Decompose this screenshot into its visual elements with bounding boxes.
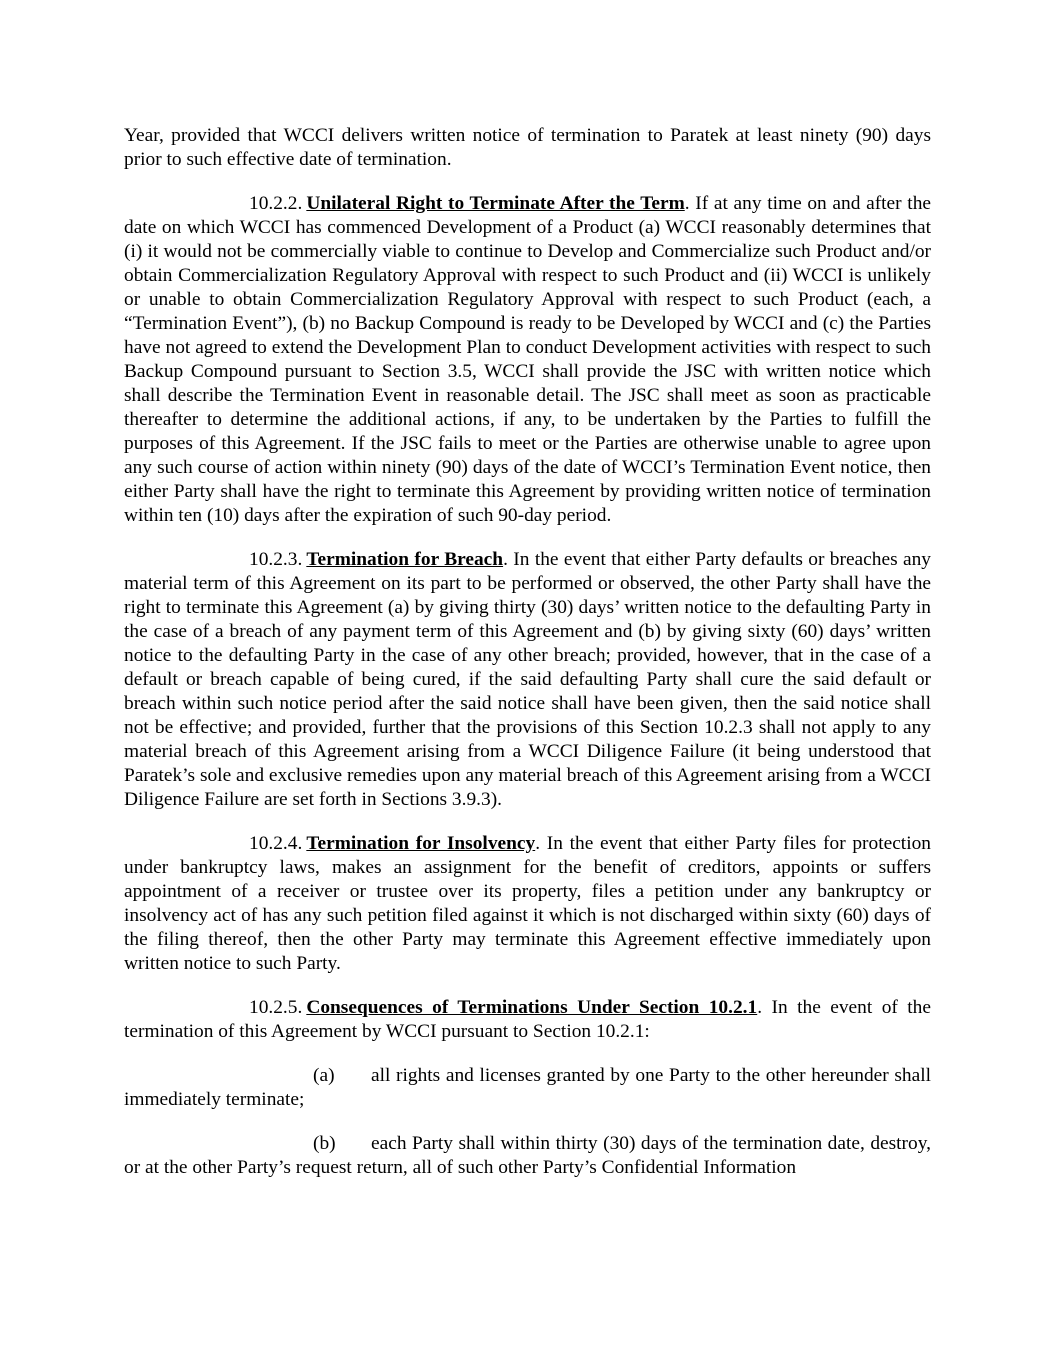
subitem-text: each Party shall within thirty (30) days of the termination date, destroy, or at the other Party’s request return, all of such other Party’s Confidential Information (124, 1133, 931, 1178)
section-text: . In the event that either Party defaults or breaches any material term of this Agreement on its part to be performed or observed, the other Party shall have the right to terminate this Agreement (a) by giving thirty (30) days’ written notice to the defaulting Party in the case of a breach of any payment term of this Agreement and (b) by giving sixty (60) days’ written notice to the defaulting Party in the case of any other breach; provided, however, that in the case of a default or breach capable of being cured, if the said defaulting Party shall cure the said default or breach within such notice period after the said notice shall have been given, then the said notice shall not be effective; and provided, further that the provisions of this Section 10.2.3 shall not apply to any material breach of this Agreement arising from a WCCI Diligence Failure (it being understood that Paratek’s sole and exclusive remedies upon any material breach of this Agreement arising from a WCCI Diligence Failure are set forth in Sections 3.9.3). (124, 549, 931, 810)
section-number: 10.2.4. (249, 833, 303, 854)
section-10-2-4 (124, 832, 931, 976)
section-text: . In the event of the termination of this Agreement by WCCI pursuant to Section 10.2.1: (124, 997, 931, 1042)
section-text: . In the event that either Party files for protection under bankruptcy laws, makes an assignment for the benefit of creditors, appoints or suffers appointment of a receiver or trustee over its property, files a petition under any bankruptcy or insolvency act of has any such petition filed against it which is not discharged within sixty (60) days of the filing thereof, then the other Party may terminate this Agreement effective immediately upon written notice to such Party. (124, 833, 931, 974)
section-heading: Consequences of Terminations Under Section 10.2.1 (306, 997, 758, 1018)
section-heading: Termination for Insolvency (306, 833, 536, 854)
section-heading: Termination for Breach (306, 549, 504, 570)
section-number: 10.2.2. (249, 193, 303, 214)
subitem-a (124, 1064, 931, 1112)
paragraph-text: Year, provided that WCCI delivers written notice of termination to Paratek at least ninety (90) days prior to such effective date of termination. (124, 125, 931, 170)
subitem-label: (b) (313, 1133, 336, 1154)
section-10-2-3 (124, 548, 931, 812)
section-heading: Unilateral Right to Terminate After the Term (306, 193, 685, 214)
section-number: 10.2.5. (249, 997, 303, 1018)
section-10-2-2 (124, 192, 931, 528)
subitem-text: all rights and licenses granted by one Party to the other hereunder shall immediately terminate; (124, 1065, 931, 1110)
paragraph-continuation (124, 124, 931, 172)
subitem-b (124, 1132, 931, 1180)
section-text: . If at any time on and after the date on which WCCI has commenced Development of a Product (a) WCCI reasonably determines that (i) it would not be commercially viable to continue to Develop and Commercialize such Product and/or obtain Commercialization Regulatory Approval with respect to such Product and (ii) WCCI is unlikely or unable to obtain Commercialization Regulatory Approval with respect to such Product (each, a “Termination Event”), (b) no Backup Compound is ready to be Developed by WCCI and (c) the Parties have not agreed to extend the Development Plan to conduct Development activities with respect to such Backup Compound pursuant to Section 3.5, WCCI shall provide the JSC with written notice which shall describe the Termination Event in reasonable detail. The JSC shall meet as soon as practicable thereafter to determine the additional actions, if any, to be undertaken by the Parties to fulfill the purposes of this Agreement. If the JSC fails to meet or the Parties are otherwise unable to agree upon any such course of action within ninety (90) days of the date of WCCI’s Termination Event notice, then either Party shall have the right to terminate this Agreement by providing written notice of termination within ten (10) days after the expiration of such 90-day period. (124, 193, 931, 526)
subitem-label: (a) (313, 1065, 335, 1086)
section-number: 10.2.3. (249, 549, 303, 570)
section-10-2-5 (124, 996, 931, 1044)
document-body (124, 124, 931, 1200)
